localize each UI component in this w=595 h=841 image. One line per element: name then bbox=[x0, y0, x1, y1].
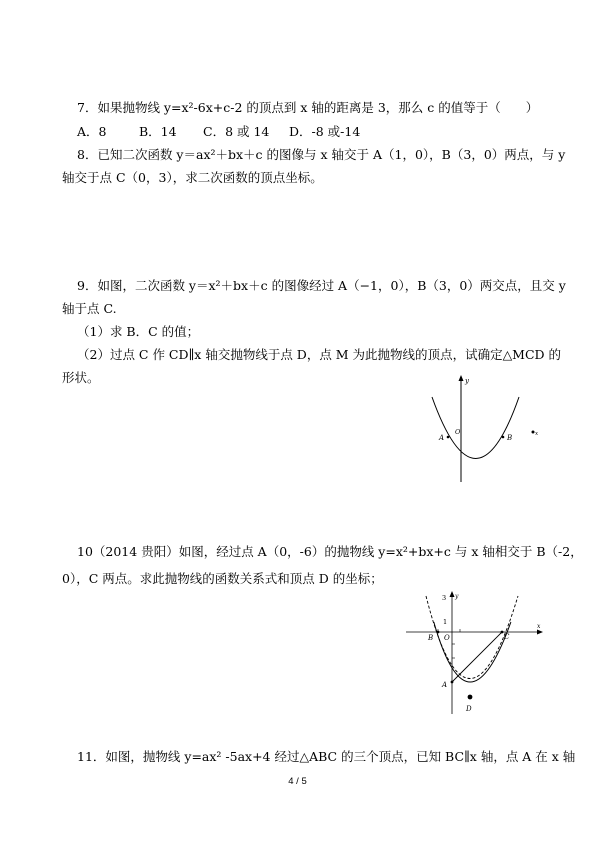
x-axis-arrow-icon bbox=[537, 630, 543, 635]
problem-9-line-1: 9．如图，二次函数 y＝x²＋bx＋c 的图像经过 A（−1，0），B（3，0）两交点，且交 y bbox=[77, 278, 566, 293]
problem-8-line-2: 轴交于点 C（0，3），求二次函数的顶点坐标。 bbox=[62, 170, 323, 185]
problem-7-options bbox=[77, 124, 360, 140]
point-a bbox=[451, 681, 454, 684]
point-b bbox=[437, 631, 440, 634]
label-a: A bbox=[439, 434, 445, 442]
option-c: C．8 或 14 bbox=[203, 124, 270, 139]
page-number: 4 / 5 bbox=[288, 776, 307, 787]
y-axis-label: y bbox=[455, 593, 459, 600]
parabola-curve bbox=[434, 622, 511, 682]
option-a: A．8 bbox=[77, 124, 107, 139]
label-c: C bbox=[504, 633, 510, 641]
point-d bbox=[468, 695, 473, 700]
x-axis-label: x bbox=[535, 431, 539, 437]
option-b: B．14 bbox=[139, 124, 177, 139]
label-a: A bbox=[442, 681, 448, 689]
problem-8-line-1: 8．已知二次函数 y＝ax²＋bx＋c 的图像与 x 轴交于 A（1，0），B（3，0）两点，与 y bbox=[77, 147, 566, 162]
label-o: O bbox=[455, 428, 461, 436]
tick-label-3: 3 bbox=[442, 594, 447, 602]
y-axis-label: y bbox=[465, 377, 469, 385]
y-axis-arrow-icon bbox=[450, 591, 455, 597]
problem-10-line-2: 0），C 两点。求此抛物线的函数关系式和顶点 D 的坐标； bbox=[62, 571, 383, 586]
tick-label-1: 1 bbox=[443, 618, 448, 626]
problem-7-stem: 7．如果抛物线 y=x²-6x+c-2 的顶点到 x 轴的距离是 3，那么 c 的值等于（ ） bbox=[77, 100, 539, 115]
problem-9-sub-1: （1）求 B．C 的值； bbox=[77, 324, 200, 339]
problem-11-line-1: 11．如图，抛物线 y=ax² -5ax+4 经过△ABC 的三个顶点，已知 BC∥x 轴，点 A 在 x 轴 bbox=[77, 749, 576, 764]
problem-10-line-1: 10（2014 贵阳）如图，经过点 A（0，-6）的抛物线 y=x²+bx+c 与 x 轴相交于 B（-2， bbox=[77, 544, 583, 559]
y-axis-arrow-icon bbox=[459, 375, 464, 381]
parabola-curve bbox=[432, 397, 519, 459]
option-d: D．-8 或-14 bbox=[289, 124, 361, 139]
point-a bbox=[447, 436, 450, 439]
problem-9-line-2: 轴于点 C. bbox=[62, 301, 117, 316]
problem-10-figure bbox=[402, 588, 552, 718]
point-c bbox=[501, 631, 504, 634]
label-b: B bbox=[507, 434, 513, 442]
x-axis-label: x bbox=[537, 623, 541, 630]
point-b bbox=[502, 436, 505, 439]
label-o: O bbox=[444, 634, 450, 642]
problem-9-figure bbox=[418, 372, 548, 487]
label-b: B bbox=[428, 634, 434, 642]
problem-9-sub-3: 形状。 bbox=[62, 370, 100, 385]
label-d: D bbox=[466, 705, 472, 713]
problem-9-sub-2: （2）过点 C 作 CD∥x 轴交抛物线于点 D，点 M 为此抛物线的顶点，试确定△MCD 的 bbox=[77, 347, 562, 362]
